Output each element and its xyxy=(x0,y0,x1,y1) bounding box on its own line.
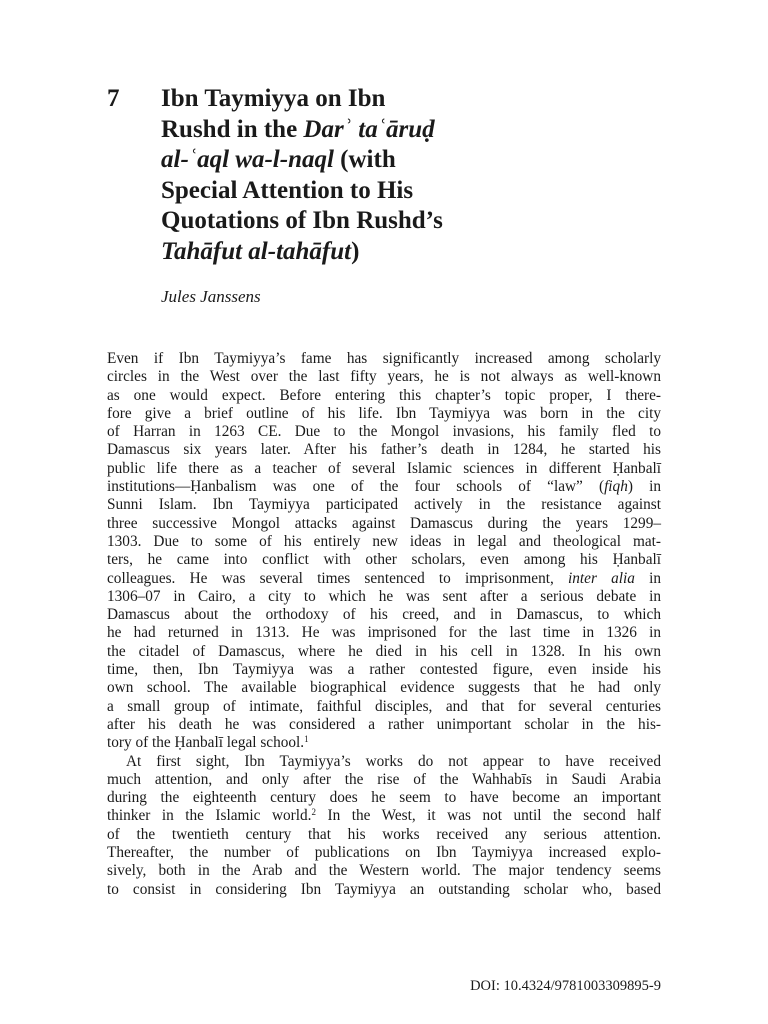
title-line: Rushd in the Darʾ taʿāruḍ xyxy=(161,115,435,143)
body-line: thinker in the Islamic world.$^2$ In the West, it was not until the second half xyxy=(107,807,661,825)
body-line: the citadel of Damascus, where he died in his cell in 1328. In his own xyxy=(107,642,661,660)
title-line: Ibn Taymiyya on Ibn xyxy=(161,85,386,112)
body-line: own school. The available biographical evidence suggests that he had only xyxy=(107,679,661,697)
body-line: circles in the West over the last fifty years, he is not always as well-known xyxy=(107,368,661,386)
chapter-number: 7 xyxy=(107,85,120,112)
body-line: time, then, Ibn Taymiyya was a rather contested figure, even inside his xyxy=(107,661,661,679)
body-line: sively, both in the Arab and the Western world. The major tendency seems xyxy=(107,862,661,880)
chapter-author: Jules Janssens xyxy=(161,287,261,306)
body-line: 1306–07 in Cairo, a city to which he was sent after a serious debate in xyxy=(107,587,661,605)
body-line: Damascus six years later. After his father’s death in 1284, he started his xyxy=(107,441,661,459)
body-line: three successive Mongol attacks against Damascus during the years 1299– xyxy=(107,514,661,532)
body-line: Even if Ibn Taymiyya’s fame has significantly increased among scholarly xyxy=(107,350,661,367)
title-line: Special Attention to His xyxy=(161,176,414,204)
body-line: a small group of intimate, faithful disciples, and that for several centuries xyxy=(107,697,661,715)
chapter-title xyxy=(161,84,581,268)
body-line: tory of the Ḥanbalī legal school.$^1$ xyxy=(107,734,309,752)
body-line: institutions—Ḥanbalism was one of the four schools of “law” (fiqh) in xyxy=(107,478,661,496)
body-text xyxy=(107,350,661,899)
body-line: ters, he came into conflict with other scholars, even among his Ḥanbalī xyxy=(107,551,661,569)
body-line: he had returned in 1313. He was imprisoned for the last time in 1326 in xyxy=(107,624,661,642)
body-line: fore give a brief outline of his life. Ibn Taymiyya was born in the city xyxy=(107,404,661,422)
body-line: 1303. Due to some of his entirely new ideas in legal and theological mat- xyxy=(107,532,661,550)
title-line: Tahāfut al-tahāfut) xyxy=(161,237,360,265)
footnote-marker: 1 xyxy=(304,734,309,745)
doi-footer: DOI: 10.4324/9781003309895-9 xyxy=(470,978,661,994)
body-line: Thereafter, the number of publications on Ibn Taymiyya increased explo- xyxy=(107,844,661,862)
body-line: to consist in considering Ibn Taymiyya an outstanding scholar who, based xyxy=(107,880,661,898)
body-line: public life there as a teacher of several Islamic sciences in different Ḥanbalī xyxy=(107,459,661,477)
body-line: of the twentieth century that his works received any serious attention. xyxy=(107,825,661,843)
body-line: Damascus about the orthodoxy of his creed, and in Damascus, to which xyxy=(107,606,661,624)
footnote-marker: 2 xyxy=(311,807,316,818)
title-line: al-ʿaql wa-l-naql (with xyxy=(161,146,396,174)
body-line: At first sight, Ibn Taymiyya’s works do not appear to have received xyxy=(126,752,661,770)
body-line: of Harran in 1263 CE. Due to the Mongol invasions, his family fled to xyxy=(107,423,661,441)
body-line: Sunni Islam. Ibn Taymiyya participated actively in the resistance against xyxy=(107,496,661,514)
body-line: much attention, and only after the rise of the Wahhabīs in Saudi Arabia xyxy=(107,770,661,788)
body-line: during the eighteenth century does he seem to have become an important xyxy=(107,789,661,807)
body-line: after his death he was considered a rather unimportant scholar in the his- xyxy=(107,715,661,733)
body-line: colleagues. He was several times sentenced to imprisonment, inter alia in xyxy=(107,569,661,587)
body-line: as one would expect. Before entering this chapter’s topic proper, I there- xyxy=(107,386,661,404)
title-line: Quotations of Ibn Rushd’s xyxy=(161,207,443,235)
